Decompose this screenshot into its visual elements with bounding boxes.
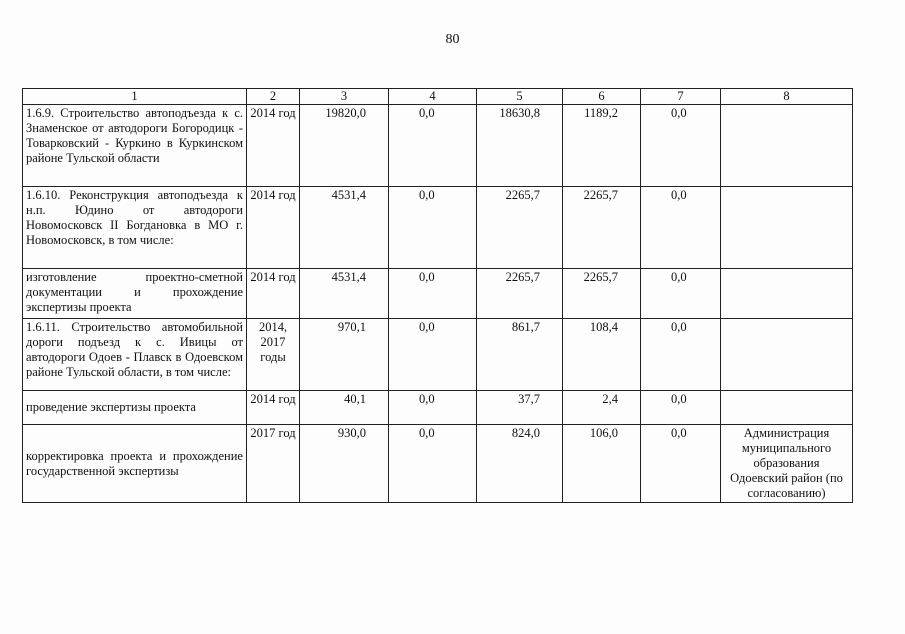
amount-col7: 0,0 bbox=[641, 269, 721, 319]
program-table bbox=[22, 88, 853, 503]
amount-col4: 0,0 bbox=[389, 391, 477, 425]
responsible: Администрация муниципального образования Одоевский район (по согласованию) bbox=[721, 425, 853, 503]
column-header: 3 bbox=[300, 89, 389, 105]
amount-col5: 861,7 bbox=[477, 319, 563, 391]
amount-col5: 18630,8 bbox=[477, 105, 563, 187]
amount-col6: 108,4 bbox=[563, 319, 641, 391]
amount-col4: 0,0 bbox=[389, 425, 477, 503]
item-name: корректировка проекта и прохождение государственной экспертизы bbox=[23, 425, 247, 503]
responsible bbox=[721, 391, 853, 425]
total-amount: 19820,0 bbox=[300, 105, 389, 187]
table-row bbox=[23, 269, 853, 319]
item-year: 2017 год bbox=[247, 425, 300, 503]
amount-col4: 0,0 bbox=[389, 269, 477, 319]
column-header: 6 bbox=[563, 89, 641, 105]
item-year: 2014, 2017 годы bbox=[247, 319, 300, 391]
item-name: проведение экспертизы проекта bbox=[23, 391, 247, 425]
total-amount: 40,1 bbox=[300, 391, 389, 425]
column-header: 1 bbox=[23, 89, 247, 105]
amount-col4: 0,0 bbox=[389, 187, 477, 269]
amount-col4: 0,0 bbox=[389, 319, 477, 391]
item-name: изготовление проектно-сметной документации и прохождение экспертизы проекта bbox=[23, 269, 247, 319]
table-row bbox=[23, 319, 853, 391]
amount-col7: 0,0 bbox=[641, 319, 721, 391]
amount-col6: 106,0 bbox=[563, 425, 641, 503]
responsible bbox=[721, 105, 853, 187]
amount-col5: 37,7 bbox=[477, 391, 563, 425]
responsible bbox=[721, 269, 853, 319]
amount-col5: 2265,7 bbox=[477, 269, 563, 319]
amount-col7: 0,0 bbox=[641, 391, 721, 425]
page-number: 80 bbox=[445, 32, 460, 47]
item-year: 2014 год bbox=[247, 187, 300, 269]
total-amount: 930,0 bbox=[300, 425, 389, 503]
amount-col5: 2265,7 bbox=[477, 187, 563, 269]
total-amount: 4531,4 bbox=[300, 269, 389, 319]
amount-col7: 0,0 bbox=[641, 105, 721, 187]
item-year: 2014 год bbox=[247, 105, 300, 187]
column-header: 4 bbox=[389, 89, 477, 105]
amount-col6: 2265,7 bbox=[563, 187, 641, 269]
table-row bbox=[23, 391, 853, 425]
responsible bbox=[721, 187, 853, 269]
amount-col6: 1189,2 bbox=[563, 105, 641, 187]
item-year: 2014 год bbox=[247, 391, 300, 425]
amount-col7: 0,0 bbox=[641, 425, 721, 503]
item-name: 1.6.10. Реконструкция автоподъезда к н.п. Юдино от автодороги Новомосковск II Богдановка в МО г. Новомосковск, в том числе: bbox=[23, 187, 247, 269]
total-amount: 4531,4 bbox=[300, 187, 389, 269]
header-row bbox=[23, 89, 853, 105]
column-header: 7 bbox=[641, 89, 721, 105]
table-row bbox=[23, 425, 853, 503]
table-row bbox=[23, 187, 853, 269]
amount-col6: 2,4 bbox=[563, 391, 641, 425]
total-amount: 970,1 bbox=[300, 319, 389, 391]
item-name: 1.6.9. Строительство автоподъезда к с. Знаменское от автодороги Богородицк - Товарковский - Куркино в Куркинском районе Тульской области bbox=[23, 105, 247, 187]
amount-col6: 2265,7 bbox=[563, 269, 641, 319]
amount-col4: 0,0 bbox=[389, 105, 477, 187]
column-header: 2 bbox=[247, 89, 300, 105]
table-row bbox=[23, 105, 853, 187]
item-year: 2014 год bbox=[247, 269, 300, 319]
amount-col5: 824,0 bbox=[477, 425, 563, 503]
column-header: 5 bbox=[477, 89, 563, 105]
amount-col7: 0,0 bbox=[641, 187, 721, 269]
item-name: 1.6.11. Строительство автомобильной дороги подъезд к с. Ивицы от автодороги Одоев - Плавск в Одоевском районе Тульской области, в том числе: bbox=[23, 319, 247, 391]
column-header: 8 bbox=[721, 89, 853, 105]
responsible bbox=[721, 319, 853, 391]
